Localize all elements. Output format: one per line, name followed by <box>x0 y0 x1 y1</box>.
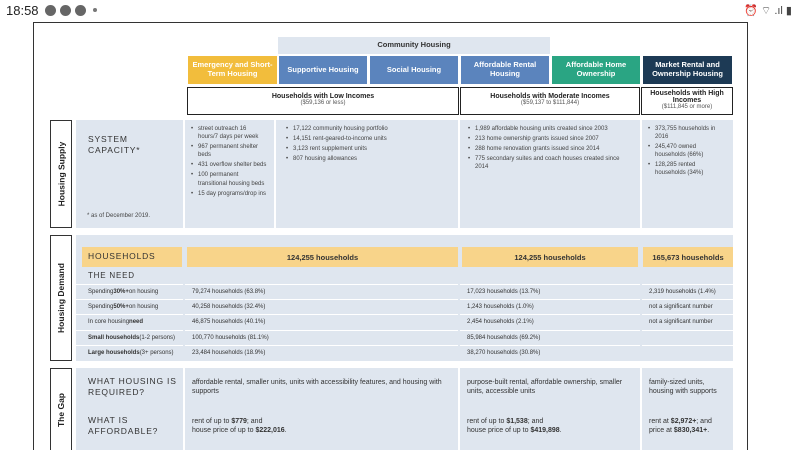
need-row-low: 79,274 households (63.8%) <box>185 284 458 299</box>
section-housing-supply-label: Housing Supply <box>56 141 67 207</box>
need-row-low: 100,770 households (81.1%) <box>185 330 458 345</box>
gap-questions-cell <box>76 368 183 450</box>
status-bar <box>0 0 800 22</box>
income-moderate-title: Households with Moderate Incomes <box>490 93 610 100</box>
need-row-label <box>76 345 183 360</box>
need-row-high: not a significant number <box>642 299 733 314</box>
need-row-low: 23,484 households (18.9%) <box>185 345 458 360</box>
need-row-high <box>642 345 733 360</box>
supply-moderate-cell <box>460 120 640 228</box>
text: on housing <box>128 304 159 311</box>
list-item: • 3,123 rent supplement units <box>286 145 452 153</box>
section-the-gap-label: The Gap <box>56 392 67 428</box>
section-housing-supply <box>50 120 72 228</box>
need-row-moderate: 17,023 households (13.7%) <box>460 284 640 299</box>
category-supportive: Supportive Housing <box>279 56 367 84</box>
list-item: • 100 permanent transitional housing beds <box>191 171 268 187</box>
gap-low-cell <box>185 368 458 450</box>
rent-value: $779 <box>231 418 247 425</box>
supply-moderate-list <box>468 125 634 171</box>
need-row-moderate: 2,454 households (2.1%) <box>460 314 640 329</box>
category-social: Social Housing <box>370 56 458 84</box>
gap-high-cell <box>642 368 733 450</box>
list-item: • 775 secondary suites and coach houses created since 2014 <box>468 155 634 171</box>
text: In core housing <box>88 319 130 326</box>
income-high-title: Households with High Incomes <box>650 90 724 104</box>
supply-emergency-list <box>191 125 268 198</box>
text: house price of up to <box>192 427 256 435</box>
text: rent of up to <box>467 418 507 425</box>
section-housing-demand-label: Housing Demand <box>56 263 66 333</box>
income-low-range: ($59,136 or less) <box>300 100 346 106</box>
supply-high-cell <box>642 120 733 228</box>
list-item: • 288 home renovation grants issued since 2014 <box>468 145 634 153</box>
text: ; and <box>696 418 712 425</box>
list-item: • 431 overflow shelter beds <box>191 161 268 169</box>
text: 50%+ <box>113 304 129 311</box>
text: ; and <box>527 418 544 425</box>
need-row-label <box>76 284 183 299</box>
income-high-box <box>641 87 733 115</box>
category-affordable-rental: Affordable Rental Housing <box>461 56 549 84</box>
need-row-high: 2,319 households (1.4%) <box>642 284 733 299</box>
text: Spending <box>88 304 114 311</box>
text: 30%+ <box>113 289 129 296</box>
households-low: 124,255 households <box>187 247 458 267</box>
chrome-icon <box>60 5 71 16</box>
income-low-box <box>187 87 459 115</box>
text: on housing <box>128 289 159 296</box>
gap-moderate-cell <box>460 368 640 450</box>
section-housing-demand <box>50 235 72 361</box>
text: house price of up to <box>467 427 531 435</box>
text: . <box>284 427 287 435</box>
text: need <box>129 319 144 326</box>
gap-affordable-moderate <box>467 417 635 435</box>
income-moderate-box <box>460 87 640 115</box>
community-housing-band: Community Housing <box>278 37 550 54</box>
text: . <box>559 427 562 435</box>
income-low-title: Households with Low Incomes <box>271 93 375 100</box>
gap-required-moderate: purpose-built rental, affordable ownership, smaller units, accessible units <box>467 379 623 396</box>
text: (1-2 persons) <box>139 334 176 341</box>
supply-high-list <box>648 125 727 178</box>
need-row-label <box>76 299 183 314</box>
income-high-range: ($111,845 or more) <box>661 104 713 110</box>
list-item: • 15 day programs/drop ins <box>191 190 268 198</box>
text: (3+ persons) <box>139 349 174 356</box>
category-affordable-ownership: Affordable Home Ownership <box>552 56 640 84</box>
need-row-moderate: 85,984 households (69.2%) <box>460 330 640 345</box>
supply-low-cell <box>276 120 458 228</box>
category-market: Market Rental and Ownership Housing <box>643 56 732 84</box>
text: price at <box>649 427 674 435</box>
list-item: • 17,122 community housing portfolio <box>286 125 452 133</box>
need-row-low: 40,258 households (32.4%) <box>185 299 458 314</box>
gap-question-affordable: WHAT IS AFFORDABLE? <box>88 415 159 437</box>
list-item: • 14,151 rent-geared-to-income units <box>286 135 452 143</box>
supply-low-list <box>286 125 452 163</box>
text: ; and <box>246 418 263 425</box>
list-item: • street outreach 16 hours/7 days per week <box>191 125 268 141</box>
rent-value: $1,538 <box>506 418 528 425</box>
more-dot-icon <box>93 8 97 12</box>
list-item: • 373,755 households in 2016 <box>648 125 727 141</box>
need-row-label <box>76 330 183 345</box>
households-label: HOUSEHOLDS <box>88 251 156 262</box>
supply-emergency-cell <box>185 120 274 228</box>
list-item: • 967 permanent shelter beds <box>191 143 268 159</box>
text: . <box>707 427 710 435</box>
households-high: 165,673 households <box>643 247 733 267</box>
system-capacity-cell <box>76 120 183 228</box>
need-row-high: not a significant number <box>642 314 733 329</box>
list-item: • 1,989 affordable housing units created since 2003 <box>468 125 634 133</box>
system-capacity-label: SYSTEM CAPACITY* <box>88 134 141 156</box>
text: Spending <box>88 289 114 296</box>
gap-required-low: affordable rental, smaller units, units with accessibility features, and housing with supports <box>192 379 442 396</box>
status-time: 18:58 <box>6 3 39 18</box>
price-value: $222,016 <box>255 427 285 435</box>
gap-affordable-high <box>649 417 731 435</box>
households-moderate: 124,255 households <box>462 247 638 267</box>
list-item: • 807 housing allowances <box>286 155 452 163</box>
need-row-moderate: 38,270 households (30.8%) <box>460 345 640 360</box>
category-emergency: Emergency and Short-Term Housing <box>188 56 277 84</box>
text: rent at <box>649 418 671 425</box>
need-row-label <box>76 314 183 329</box>
text: rent of up to <box>192 418 232 425</box>
housing-document <box>33 22 748 450</box>
list-item: • 128,285 rented households (34%) <box>648 161 727 177</box>
supply-footnote: * as of December 2019. <box>87 213 151 219</box>
text: Large households <box>88 349 140 356</box>
chrome-icon <box>75 5 86 16</box>
households-label-cell <box>82 247 182 267</box>
rent-value: $2,972+ <box>670 418 697 425</box>
price-value: $419,898 <box>530 427 560 435</box>
list-item: • 245,470 owned households (66%) <box>648 143 727 159</box>
gap-affordable-low <box>192 417 450 435</box>
need-row-moderate: 1,243 households (1.0%) <box>460 299 640 314</box>
gap-required-high: family-sized units, housing with supports <box>649 379 717 396</box>
need-row-high <box>642 330 733 345</box>
text: Small households <box>88 334 140 341</box>
price-value: $830,341+ <box>673 427 708 435</box>
the-need-label: THE NEED <box>88 271 135 280</box>
gap-question-required: WHAT HOUSING IS REQUIRED? <box>88 376 177 398</box>
notification-icon <box>45 5 56 16</box>
need-row-low: 46,875 households (40.1%) <box>185 314 458 329</box>
system-icons: ⏰ ⌔ .ıl ▮ <box>744 5 792 17</box>
section-the-gap <box>50 368 72 450</box>
income-moderate-range: ($59,137 to $111,844) <box>520 100 580 106</box>
list-item: • 213 home ownership grants issued since 2007 <box>468 135 634 143</box>
